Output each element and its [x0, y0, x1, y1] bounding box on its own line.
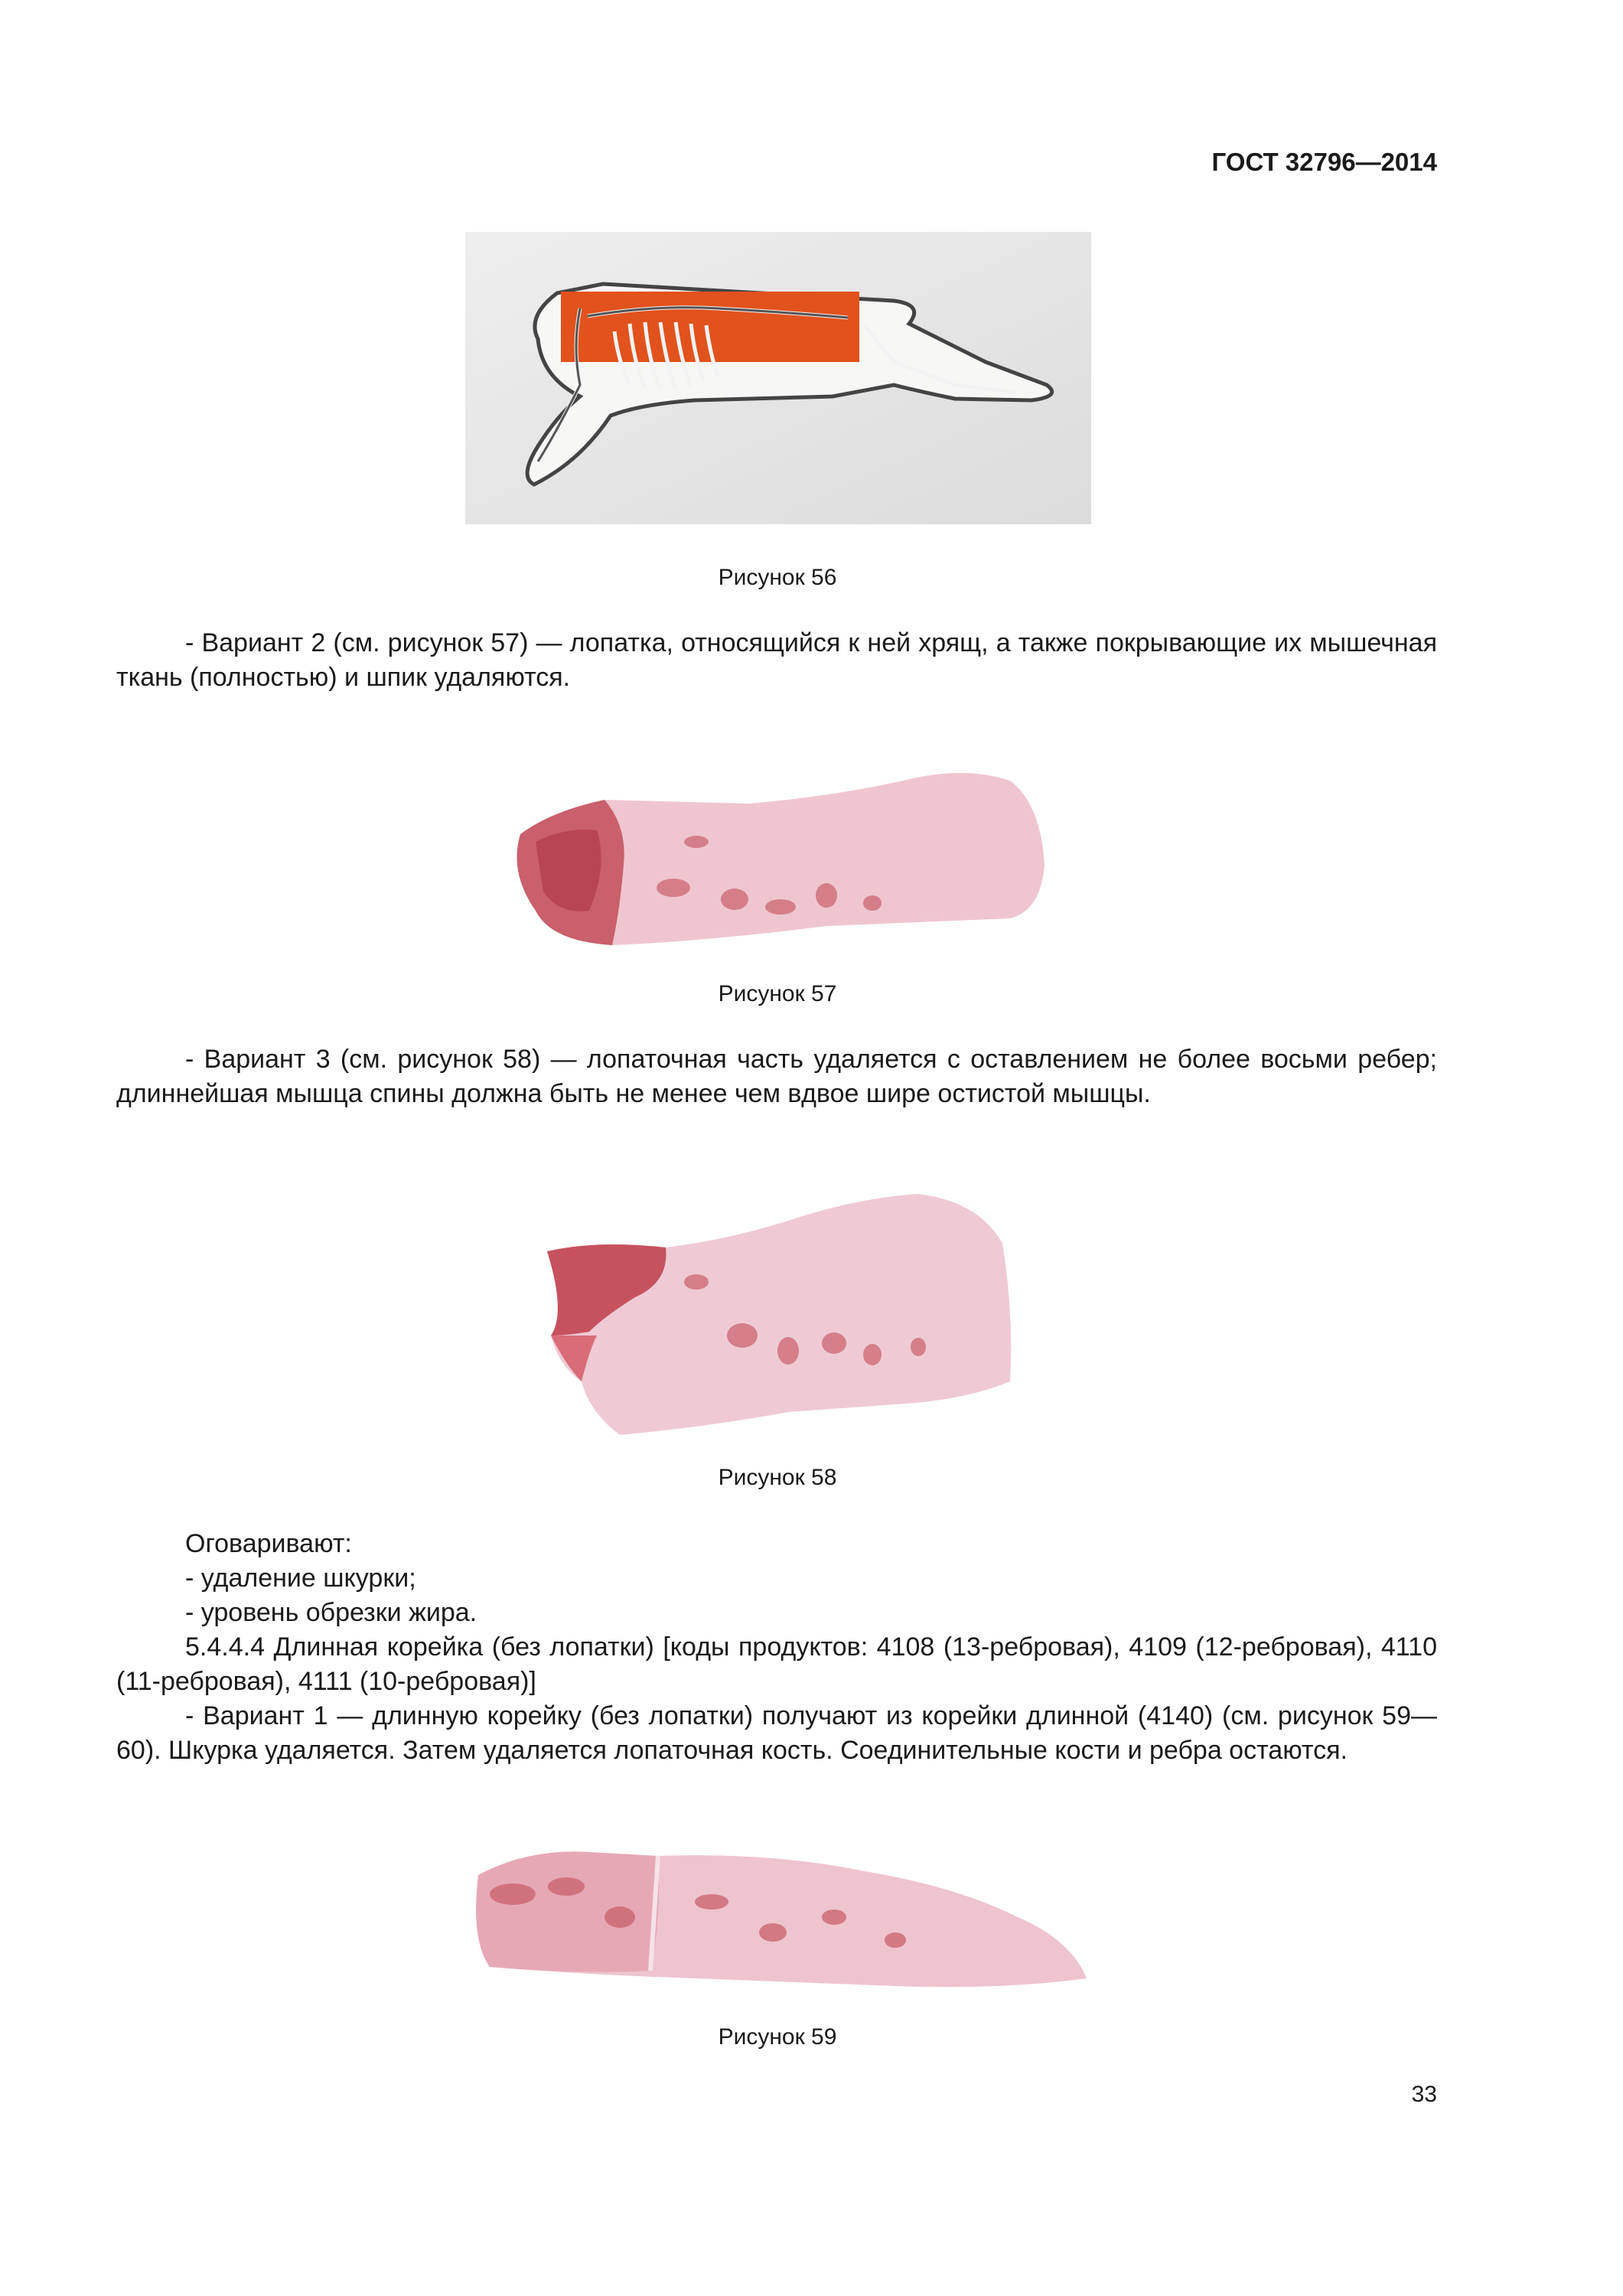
- figure-56-caption: Рисунок 56: [718, 565, 837, 590]
- agreed-item-2: - уровень обрезки жира.: [185, 1598, 477, 1627]
- paragraph-variant-1: [116, 1699, 1437, 1768]
- paragraph-variant-3: [116, 1042, 1437, 1111]
- paragraph-variant-3-text: - Вариант 3 (см. рисунок 58) — лопаточная часть удаляется с оставлением не более восьми ребер; длиннейшая мышца спины должна быть не менее чем вдвое шире остистой мышцы.: [116, 1045, 1437, 1108]
- section-5-4-4-4-text: 5.4.4.4 Длинная корейка (без лопатки) [коды продуктов: 4108 (13-ребровая), 4109 (12-ребровая), 4110 (11-ребровая), 4111 (10-ребровая)]: [116, 1632, 1437, 1696]
- paragraph-variant-2-text: - Вариант 2 (см. рисунок 57) — лопатка, относящийся к ней хрящ, а также покрывающие их мышечная ткань (полностью) и шпик удаляются.: [116, 628, 1437, 692]
- figure-59-image: [467, 1833, 1094, 1998]
- figure-56-image: [465, 232, 1091, 524]
- agreed-title: Оговаривают:: [185, 1529, 352, 1558]
- paragraph-variant-2: [116, 626, 1437, 695]
- figure-57-image: [505, 758, 1056, 957]
- agreed-item-1: - удаление шкурки;: [185, 1564, 416, 1593]
- document-header: ГОСТ 32796—2014: [1211, 148, 1437, 176]
- page-number: 33: [1411, 2082, 1437, 2107]
- figure-58-image: [536, 1182, 1025, 1446]
- figure-57-caption: Рисунок 57: [718, 981, 837, 1006]
- figure-59-caption: Рисунок 59: [718, 2024, 837, 2050]
- paragraph-variant-1-text: - Вариант 1 — длинную корейку (без лопатки) получают из корейки длинной (4140) (см. рисунок 59—60). Шкурка удаляется. Затем удаляется лопаточная кость. Соединительные кости и ребра остаются.: [116, 1701, 1437, 1765]
- section-5-4-4-4: [116, 1630, 1437, 1699]
- figure-58-caption: Рисунок 58: [718, 1465, 837, 1490]
